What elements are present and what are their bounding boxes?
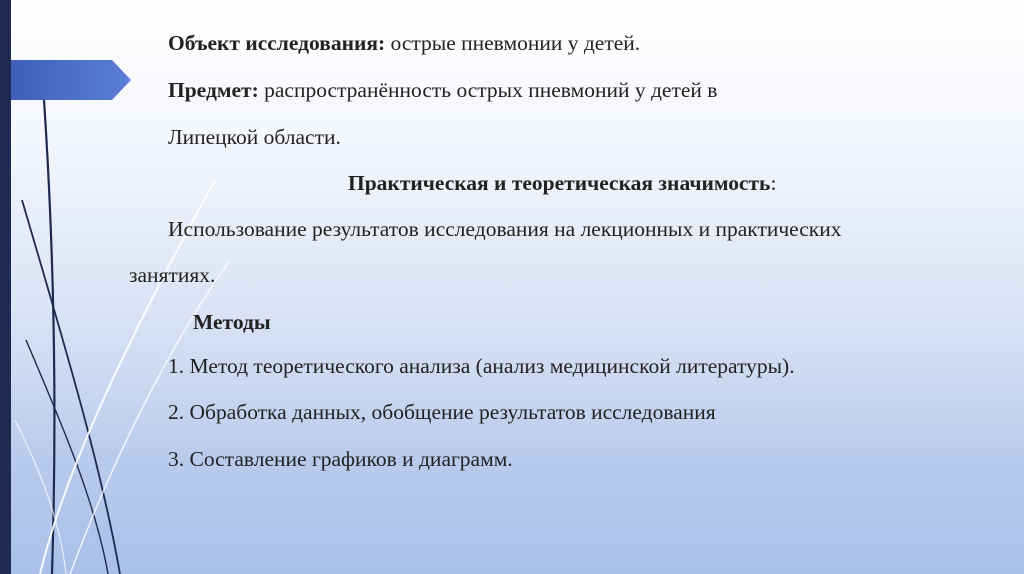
curve-dark-2 — [22, 200, 120, 574]
method-item-3: 3. Составление графиков и диаграмм. — [168, 447, 513, 471]
subject-value-continuation: Липецкой области. — [168, 125, 341, 149]
method-item-2: 2. Обработка данных, обобщение результатов исследования — [168, 400, 716, 424]
subject-label: Предмет: — [168, 78, 259, 102]
arrow-tab — [11, 60, 131, 100]
curve-light-3 — [15, 420, 66, 574]
object-line — [168, 33, 640, 55]
methods-heading: Методы — [193, 310, 271, 334]
usage-line-1: Использование результатов исследования на лекционных и практических — [168, 217, 842, 241]
usage-line-2: занятиях. — [129, 263, 216, 287]
object-value: острые пневмонии у детей. — [385, 31, 641, 55]
method-item-1: 1. Метод теоретического анализа (анализ медицинской литературы). — [168, 354, 795, 378]
significance-colon: : — [770, 171, 777, 195]
significance-line — [348, 173, 776, 195]
curve-dark-1 — [44, 100, 54, 574]
significance-heading: Практическая и теоретическая значимость — [348, 171, 771, 195]
subject-value: распространённость острых пневмоний у детей в — [258, 78, 718, 102]
object-label: Объект исследования: — [168, 31, 386, 55]
subject-line — [168, 80, 717, 102]
curve-dark-3 — [26, 340, 108, 574]
